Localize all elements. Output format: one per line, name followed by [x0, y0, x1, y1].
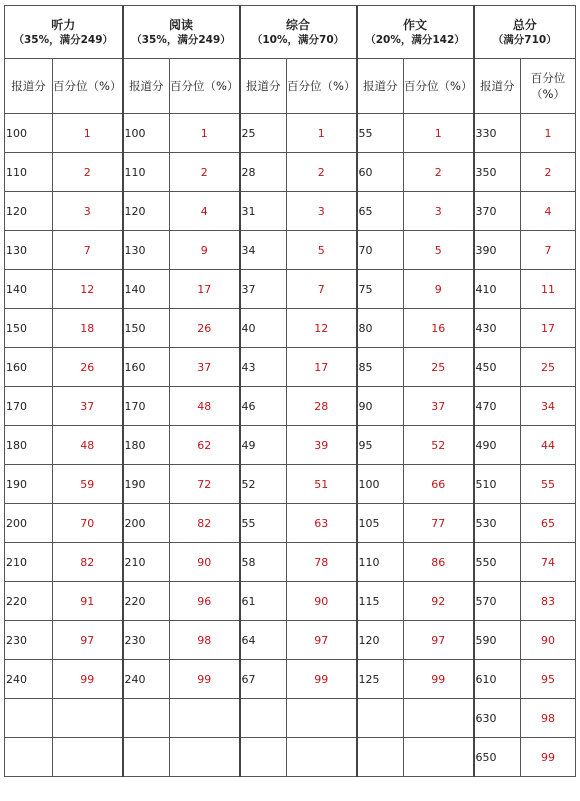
percentile-cell: 48 — [170, 387, 240, 426]
section-weight: （20%，满分142） — [365, 33, 465, 46]
percentile-cell: 92 — [404, 582, 474, 621]
percentile-cell: 55 — [521, 465, 576, 504]
percentile-cell: 1 — [170, 114, 240, 153]
reported-score-cell: 530 — [474, 504, 521, 543]
reported-score-cell: 140 — [123, 270, 170, 309]
reported-score-cell: 150 — [5, 309, 53, 348]
reported-score-cell — [357, 699, 404, 738]
reported-score-cell: 180 — [123, 426, 170, 465]
percentile-column-header: 百分位（%） — [53, 59, 123, 114]
table-row — [5, 621, 576, 660]
reported-score-cell: 70 — [357, 231, 404, 270]
percentile-cell: 91 — [53, 582, 123, 621]
reported-score-cell: 220 — [5, 582, 53, 621]
reported-score-cell: 610 — [474, 660, 521, 699]
reported-score-cell: 100 — [123, 114, 170, 153]
percentile-cell — [404, 738, 474, 777]
percentile-cell: 66 — [404, 465, 474, 504]
reported-score-cell: 49 — [240, 426, 287, 465]
score-percentile-table — [4, 5, 576, 777]
reported-score-cell: 55 — [357, 114, 404, 153]
percentile-cell: 72 — [170, 465, 240, 504]
reported-score-cell: 90 — [357, 387, 404, 426]
percentile-cell: 4 — [521, 192, 576, 231]
percentile-cell: 44 — [521, 426, 576, 465]
reported-score-cell: 25 — [240, 114, 287, 153]
section-title: 作文 — [402, 17, 427, 32]
percentile-cell: 3 — [53, 192, 123, 231]
percentile-cell: 9 — [404, 270, 474, 309]
percentile-cell: 3 — [287, 192, 357, 231]
section-header — [474, 6, 576, 59]
percentile-cell: 26 — [53, 348, 123, 387]
percentile-cell: 37 — [170, 348, 240, 387]
percentile-cell: 90 — [521, 621, 576, 660]
percentile-cell: 48 — [53, 426, 123, 465]
reported-score-cell: 110 — [123, 153, 170, 192]
percentile-cell: 39 — [287, 426, 357, 465]
table-row — [5, 309, 576, 348]
reported-score-cell: 64 — [240, 621, 287, 660]
reported-score-cell: 58 — [240, 543, 287, 582]
reported-score-cell: 490 — [474, 426, 521, 465]
percentile-cell: 37 — [404, 387, 474, 426]
percentile-cell: 12 — [287, 309, 357, 348]
percentile-cell: 90 — [170, 543, 240, 582]
percentile-cell: 26 — [170, 309, 240, 348]
percentile-cell: 16 — [404, 309, 474, 348]
reported-score-cell: 150 — [123, 309, 170, 348]
section-header — [357, 6, 474, 59]
reported-score-cell: 570 — [474, 582, 521, 621]
percentile-cell: 96 — [170, 582, 240, 621]
percentile-cell — [287, 738, 357, 777]
score-column-header: 报道分 — [5, 59, 53, 114]
percentile-cell: 83 — [521, 582, 576, 621]
score-column-header: 报道分 — [240, 59, 287, 114]
percentile-cell: 90 — [287, 582, 357, 621]
table-row — [5, 660, 576, 699]
reported-score-cell — [240, 738, 287, 777]
percentile-column-header: 百分位（%） — [521, 59, 576, 114]
percentile-cell — [53, 738, 123, 777]
percentile-cell: 25 — [404, 348, 474, 387]
percentile-cell: 37 — [53, 387, 123, 426]
table-row — [5, 348, 576, 387]
percentile-cell: 63 — [287, 504, 357, 543]
percentile-cell: 1 — [521, 114, 576, 153]
reported-score-cell: 170 — [5, 387, 53, 426]
percentile-column-header: 百分位（%） — [170, 59, 240, 114]
table-row — [5, 426, 576, 465]
reported-score-cell: 110 — [357, 543, 404, 582]
reported-score-cell: 210 — [5, 543, 53, 582]
percentile-cell: 25 — [521, 348, 576, 387]
percentile-cell: 17 — [170, 270, 240, 309]
reported-score-cell: 34 — [240, 231, 287, 270]
reported-score-cell: 180 — [5, 426, 53, 465]
reported-score-cell: 330 — [474, 114, 521, 153]
percentile-cell: 99 — [170, 660, 240, 699]
reported-score-cell: 55 — [240, 504, 287, 543]
reported-score-cell — [123, 699, 170, 738]
reported-score-cell: 130 — [5, 231, 53, 270]
percentile-cell: 59 — [53, 465, 123, 504]
percentile-cell: 17 — [287, 348, 357, 387]
reported-score-cell: 130 — [123, 231, 170, 270]
table-row — [5, 387, 576, 426]
section-header — [5, 6, 123, 59]
section-weight: （满分710） — [492, 33, 557, 46]
percentile-cell: 2 — [404, 153, 474, 192]
reported-score-cell: 350 — [474, 153, 521, 192]
reported-score-cell: 120 — [5, 192, 53, 231]
reported-score-cell: 200 — [123, 504, 170, 543]
percentile-cell: 99 — [287, 660, 357, 699]
reported-score-cell: 550 — [474, 543, 521, 582]
reported-score-cell: 110 — [5, 153, 53, 192]
percentile-cell: 4 — [170, 192, 240, 231]
reported-score-cell: 80 — [357, 309, 404, 348]
reported-score-cell: 240 — [123, 660, 170, 699]
percentile-cell: 5 — [404, 231, 474, 270]
percentile-cell: 2 — [521, 153, 576, 192]
table-row — [5, 231, 576, 270]
percentile-cell: 7 — [287, 270, 357, 309]
percentile-cell: 51 — [287, 465, 357, 504]
percentile-cell: 78 — [287, 543, 357, 582]
section-weight: （10%，满分70） — [251, 33, 345, 46]
reported-score-cell — [357, 738, 404, 777]
reported-score-cell: 190 — [123, 465, 170, 504]
score-column-header: 报道分 — [357, 59, 404, 114]
reported-score-cell — [240, 699, 287, 738]
percentile-cell: 97 — [53, 621, 123, 660]
reported-score-cell: 85 — [357, 348, 404, 387]
percentile-cell: 12 — [53, 270, 123, 309]
table-row — [5, 504, 576, 543]
percentile-cell — [170, 699, 240, 738]
percentile-cell: 95 — [521, 660, 576, 699]
reported-score-cell: 430 — [474, 309, 521, 348]
reported-score-cell: 240 — [5, 660, 53, 699]
reported-score-cell: 210 — [123, 543, 170, 582]
percentile-cell: 34 — [521, 387, 576, 426]
percentile-cell: 7 — [53, 231, 123, 270]
percentile-cell: 18 — [53, 309, 123, 348]
section-title: 综合 — [285, 17, 310, 32]
section-title: 听力 — [51, 17, 76, 32]
table-row — [5, 738, 576, 777]
reported-score-cell: 160 — [123, 348, 170, 387]
percentile-cell: 2 — [53, 153, 123, 192]
reported-score-cell: 220 — [123, 582, 170, 621]
reported-score-cell: 370 — [474, 192, 521, 231]
reported-score-cell: 43 — [240, 348, 287, 387]
reported-score-cell: 590 — [474, 621, 521, 660]
reported-score-cell: 140 — [5, 270, 53, 309]
reported-score-cell: 40 — [240, 309, 287, 348]
table-row — [5, 582, 576, 621]
percentile-cell: 5 — [287, 231, 357, 270]
percentile-cell: 98 — [170, 621, 240, 660]
percentile-cell: 97 — [287, 621, 357, 660]
reported-score-cell: 61 — [240, 582, 287, 621]
percentile-cell — [404, 699, 474, 738]
score-column-header: 报道分 — [474, 59, 521, 114]
reported-score-cell: 37 — [240, 270, 287, 309]
reported-score-cell: 105 — [357, 504, 404, 543]
table-row — [5, 270, 576, 309]
percentile-cell: 82 — [53, 543, 123, 582]
column-header-row — [5, 59, 576, 114]
percentile-cell — [170, 738, 240, 777]
reported-score-cell — [5, 699, 53, 738]
reported-score-cell: 190 — [5, 465, 53, 504]
percentile-cell: 7 — [521, 231, 576, 270]
table-row — [5, 192, 576, 231]
reported-score-cell: 170 — [123, 387, 170, 426]
reported-score-cell: 410 — [474, 270, 521, 309]
percentile-cell: 99 — [53, 660, 123, 699]
section-header — [123, 6, 240, 59]
reported-score-cell: 95 — [357, 426, 404, 465]
reported-score-cell: 120 — [123, 192, 170, 231]
percentile-cell: 98 — [521, 699, 576, 738]
percentile-cell: 3 — [404, 192, 474, 231]
section-header — [240, 6, 357, 59]
section-title: 阅读 — [168, 17, 193, 32]
percentile-cell: 99 — [404, 660, 474, 699]
percentile-cell: 17 — [521, 309, 576, 348]
percentile-cell: 82 — [170, 504, 240, 543]
table-row — [5, 114, 576, 153]
section-weight: （35%，满分249） — [131, 33, 231, 46]
percentile-cell: 2 — [287, 153, 357, 192]
reported-score-cell: 470 — [474, 387, 521, 426]
percentile-cell: 97 — [404, 621, 474, 660]
reported-score-cell: 200 — [5, 504, 53, 543]
percentile-cell: 2 — [170, 153, 240, 192]
section-header-row — [5, 6, 576, 59]
percentile-cell: 74 — [521, 543, 576, 582]
reported-score-cell: 230 — [5, 621, 53, 660]
percentile-cell: 86 — [404, 543, 474, 582]
reported-score-cell: 160 — [5, 348, 53, 387]
reported-score-cell: 31 — [240, 192, 287, 231]
reported-score-cell: 510 — [474, 465, 521, 504]
reported-score-cell: 75 — [357, 270, 404, 309]
percentile-cell: 65 — [521, 504, 576, 543]
percentile-cell: 1 — [287, 114, 357, 153]
reported-score-cell — [5, 738, 53, 777]
percentile-cell — [287, 699, 357, 738]
percentile-cell — [53, 699, 123, 738]
section-weight: （35%，满分249） — [13, 33, 114, 46]
percentile-cell: 52 — [404, 426, 474, 465]
reported-score-cell: 450 — [474, 348, 521, 387]
reported-score-cell: 390 — [474, 231, 521, 270]
percentile-column-header: 百分位（%） — [404, 59, 474, 114]
reported-score-cell: 630 — [474, 699, 521, 738]
reported-score-cell: 100 — [5, 114, 53, 153]
percentile-cell: 62 — [170, 426, 240, 465]
reported-score-cell: 46 — [240, 387, 287, 426]
percentile-cell: 11 — [521, 270, 576, 309]
percentile-cell: 77 — [404, 504, 474, 543]
section-title: 总分 — [512, 17, 537, 32]
table-row — [5, 699, 576, 738]
reported-score-cell: 28 — [240, 153, 287, 192]
reported-score-cell: 650 — [474, 738, 521, 777]
percentile-column-header: 百分位（%） — [287, 59, 357, 114]
score-column-header: 报道分 — [123, 59, 170, 114]
percentile-cell: 9 — [170, 231, 240, 270]
reported-score-cell: 230 — [123, 621, 170, 660]
reported-score-cell: 67 — [240, 660, 287, 699]
table-row — [5, 153, 576, 192]
reported-score-cell: 52 — [240, 465, 287, 504]
table-row — [5, 465, 576, 504]
percentile-cell: 1 — [404, 114, 474, 153]
percentile-cell: 28 — [287, 387, 357, 426]
reported-score-cell — [123, 738, 170, 777]
percentile-cell: 1 — [53, 114, 123, 153]
percentile-cell: 99 — [521, 738, 576, 777]
reported-score-cell: 60 — [357, 153, 404, 192]
reported-score-cell: 100 — [357, 465, 404, 504]
table-row — [5, 543, 576, 582]
reported-score-cell: 115 — [357, 582, 404, 621]
reported-score-cell: 65 — [357, 192, 404, 231]
reported-score-cell: 125 — [357, 660, 404, 699]
reported-score-cell: 120 — [357, 621, 404, 660]
percentile-cell: 70 — [53, 504, 123, 543]
